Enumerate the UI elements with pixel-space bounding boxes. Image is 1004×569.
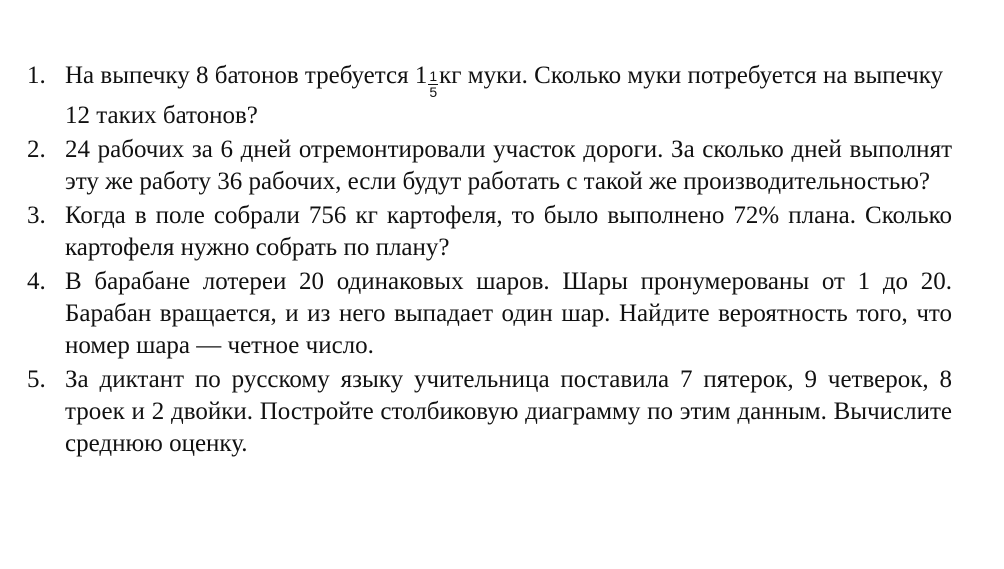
problem-text: В барабане лотереи 20 одинаковых шаров. Шары пронумерованы от 1 до 20. Барабан вращается, и из него выпадает один шар. Найдите вероятность того, что номер шара — четное число.	[65, 268, 952, 359]
fraction-numerator: 1	[429, 68, 438, 84]
problem-1	[27, 60, 952, 132]
problem-text-start: На выпечку 8 батонов требуется 1	[65, 62, 428, 89]
problem-text-end: кг муки. Сколько муки потребуется на выпечку 12 таких батонов?	[65, 62, 944, 129]
problem-text: Когда в поле собрали 756 кг картофеля, то было выполнено 72% плана. Сколько картофеля нужно собрать по плану?	[65, 202, 952, 261]
problem-list	[27, 60, 952, 462]
problem-2	[27, 134, 952, 198]
problem-4	[27, 266, 952, 362]
mixed-fraction	[428, 69, 438, 100]
problem-5	[27, 364, 952, 460]
problem-number: 3.	[27, 202, 46, 229]
problem-text: 24 рабочих за 6 дней отремонтировали участок дороги. За сколько дней выполнят эту же работу 36 рабочих, если будут работать с такой же производительностью?	[65, 136, 952, 195]
problem-number: 2.	[27, 136, 46, 163]
problem-number: 1.	[27, 62, 46, 89]
problem-text: За диктант по русскому языку учительница поставила 7 пятерок, 9 четверок, 8 троек и 2 двойки. Постройте столбиковую диаграмму по этим данным. Вычислите среднюю оценку.	[65, 366, 952, 457]
problem-number: 4.	[27, 268, 46, 295]
problem-number: 5.	[27, 366, 46, 393]
problem-text	[65, 60, 952, 132]
problem-3	[27, 200, 952, 264]
fraction-denominator: 5	[429, 84, 438, 100]
